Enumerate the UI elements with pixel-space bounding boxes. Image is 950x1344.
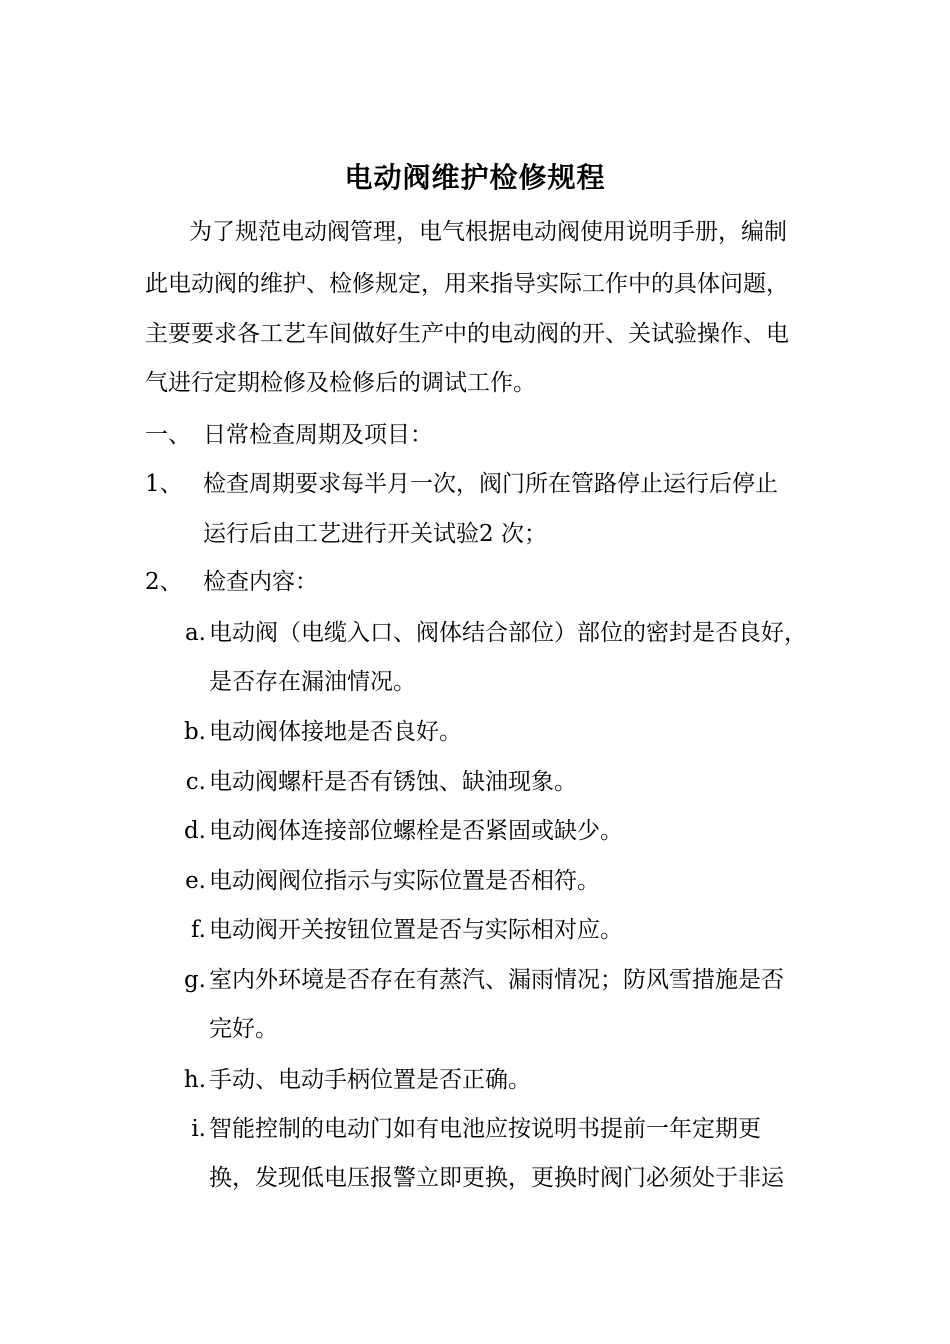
item1-number: 1、 [145, 471, 183, 497]
subitem-e-letter: e. [185, 868, 206, 894]
subitem-c-line-1: 电动阀螺杆是否有锈蚀、缺油现象。 [209, 769, 577, 795]
subitem-c-letter: c. [185, 769, 206, 795]
intro-line-4: 气进行定期检修及检修后的调试工作。 [145, 370, 536, 396]
subitem-b-letter: b. [183, 719, 206, 745]
subitem-d-line-1: 电动阀体连接部位螺栓是否紧固或缺少。 [209, 818, 623, 844]
subitem-i-line-1: 智能控制的电动门如有电池应按说明书提前一年定期更 [209, 1116, 761, 1142]
subitem-g-line-2: 完好。 [209, 1016, 278, 1042]
intro-line-1: 为了规范电动阀管理，电气根据电动阀使用说明手册，编制 [189, 219, 787, 245]
subitem-f-letter: f. [190, 917, 206, 943]
section1-heading: 日常检查周期及项目： [203, 422, 433, 448]
subitem-h-line-1: 手动、电动手柄位置是否正确。 [209, 1067, 531, 1093]
item2-heading: 检查内容： [203, 569, 318, 595]
subitem-a-line-1: 电动阀（电缆入口、阀体结合部位）部位的密封是否良好， [209, 620, 807, 646]
intro-line-2: 此电动阀的维护、检修规定，用来指导实际工作中的具体问题， [145, 271, 789, 297]
document-title: 电动阀维护检修规程 [344, 161, 606, 194]
subitem-h-letter: h. [183, 1067, 206, 1093]
section1-number: 一、 [145, 422, 191, 448]
subitem-f-line-1: 电动阀开关按钮位置是否与实际相对应。 [209, 917, 623, 943]
subitem-d-letter: d. [183, 818, 206, 844]
subitem-a-line-2: 是否存在漏油情况。 [209, 669, 416, 695]
subitem-b-line-1: 电动阀体接地是否良好。 [209, 719, 462, 745]
item1-line-2: 运行后由工艺进行开关试验2 次； [203, 521, 547, 547]
item2-number: 2、 [145, 569, 183, 595]
subitem-a-letter: a. [184, 620, 206, 646]
subitem-i-line-2: 换，发现低电压报警立即更换，更换时阀门必须处于非运 [209, 1165, 784, 1191]
intro-line-3: 主要要求各工艺车间做好生产中的电动阀的开、关试验操作、电 [145, 321, 789, 347]
subitem-e-line-1: 电动阀阀位指示与实际位置是否相符。 [209, 868, 600, 894]
subitem-g-line-1: 室内外环境是否存在有蒸汽、漏雨情况；防风雪措施是否 [209, 967, 784, 993]
subitem-g-letter: g. [183, 967, 206, 993]
subitem-i-letter: i. [191, 1116, 206, 1142]
item1-line-1: 检查周期要求每半月一次，阀门所在管路停止运行后停止 [203, 471, 778, 497]
